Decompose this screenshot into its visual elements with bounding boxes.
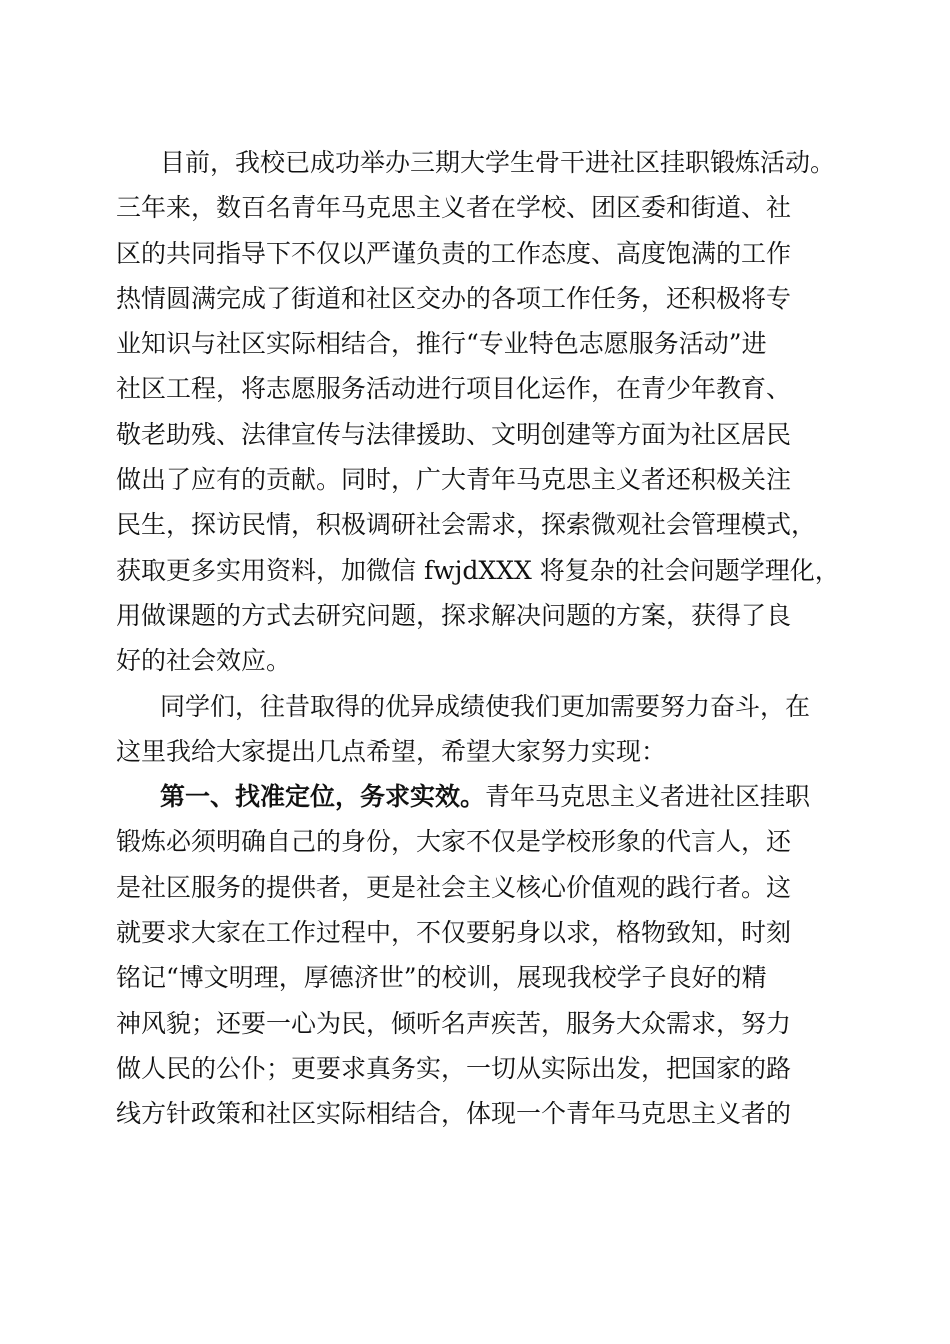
- section-heading: 第一、找准定位，务求实效。: [160, 782, 486, 812]
- text-line: 业知识与社区实际相结合，推行“专业特色志愿服务活动”进: [116, 329, 767, 359]
- text-line: 是社区服务的提供者，更是社会主义核心价值观的践行者。这: [116, 872, 792, 902]
- text-line: 神风貌；还要一心为民，倾听名声疾苦，服务大众需求，努力: [116, 1008, 792, 1038]
- text-span: 青年马克思主义者进社区挂职: [485, 782, 811, 812]
- text-line: 民生，探访民情，积极调研社会需求，探索微观社会管理模式，: [116, 510, 817, 540]
- text-line: 获取更多实用资料，加微信 fwjdXXX 将复杂的社会问题学理化，: [116, 555, 840, 585]
- text-line: 这里我给大家提出几点希望，希望大家努力实现：: [116, 736, 667, 766]
- text-line: 做出了应有的贡献。同时，广大青年马克思主义者还积极关注: [116, 465, 792, 495]
- text-line: 线方针政策和社区实际相结合，体现一个青年马克思主义者的: [116, 1099, 792, 1129]
- text-line: 同学们，往昔取得的优异成绩使我们更加需要努力奋斗，在: [160, 691, 811, 721]
- text-line: 好的社会效应。: [116, 646, 292, 676]
- text-line: [116, 774, 856, 819]
- text-line: 目前，我校已成功举办三期大学生骨干进社区挂职锻炼活动。: [160, 148, 836, 177]
- text-line: 三年来，数百名青年马克思主义者在学校、团区委和街道、社: [116, 193, 792, 223]
- text-line: 热情圆满完成了街道和社区交办的各项工作任务，还积极将专: [116, 283, 792, 313]
- document-body: [116, 140, 856, 1137]
- text-line: 锻炼必须明确自己的身份，大家不仅是学校形象的代言人，还: [116, 827, 792, 857]
- text-line: 用做课题的方式去研究问题，探求解决问题的方案，获得了良: [116, 600, 792, 630]
- text-line: 就要求大家在工作过程中，不仅要躬身以求，格物致知，时刻: [116, 918, 792, 948]
- text-line: 铭记“博文明理，厚德济世”的校训，展现我校学子良好的精: [116, 963, 767, 993]
- text-line: 敬老助残、法律宣传与法律援助、文明创建等方面为社区居民: [116, 419, 792, 449]
- text-line: 社区工程，将志愿服务活动进行项目化运作，在青少年教育、: [116, 374, 792, 404]
- text-line: 做人民的公仆；更要求真务实，一切从实际出发，把国家的路: [116, 1053, 792, 1083]
- text-line: 区的共同指导下不仅以严谨负责的工作态度、高度饱满的工作: [116, 238, 792, 268]
